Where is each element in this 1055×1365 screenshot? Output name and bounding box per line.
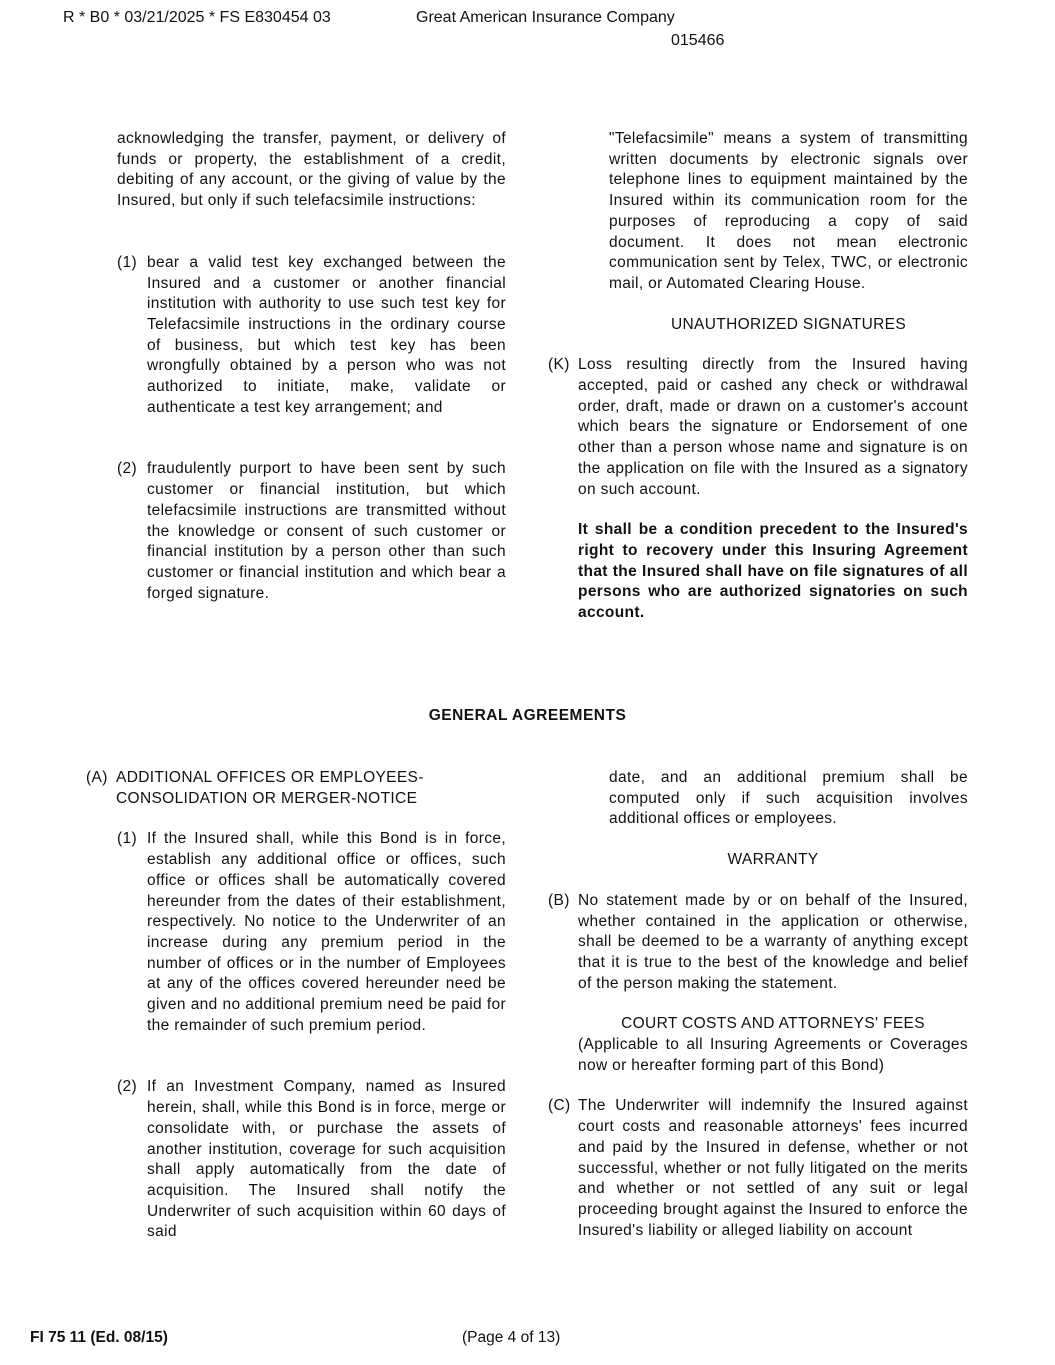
court-costs-applicability: (Applicable to all Insuring Agreements or Coverages now or hereafter forming part of this Bond) [578,1036,968,1074]
item-b-label: (B) [548,891,570,909]
intro-paragraph: acknowledging the transfer, payment, or delivery of funds or property, the establishment of a credit, debiting of any account, or the giving of value by the Insured, but only if such telefacsimile instructions: [117,130,506,210]
top-left-column [117,129,506,604]
item-a [86,768,506,809]
item-c-text: The Underwriter will indemnify the Insured against court costs and reasonable attorneys' fees incurred and paid by the Insured in defense, whether or not successful, whether or not fully litigated on the merits and whether or not settled of any suit or legal proceeding brought against the Insured to enforce the Insured's liability or alleged liability on account [578,1097,968,1239]
item-k-text: Loss resulting directly from the Insured having accepted, paid or cashed any check or withdrawal order, draft, made or drawn on a customer's account which bears the signature or Endorsement of one other than a person whose name and signature is on the application on file with the Insured as a signatory on such account. [578,356,968,498]
item-a-label: (A) [86,769,108,786]
acquisition-continuation: date, and an additional premium shall be computed only if such acquisition involves additional offices or employees. [609,769,968,828]
unauthorized-signatures-heading: UNAUTHORIZED SIGNATURES [670,315,907,333]
footer-form-edition: FI 75 11 (Ed. 08/15) [30,1329,168,1346]
item-k-label: (K) [548,356,570,374]
telefacsimile-definition: "Telefacsimile" means a system of transmitting written documents by electronic signals over telephone lines to equipment maintained by the Insured within its communication room for the purposes of reproducing a copy of said document. It does not mean electronic communication sent by Telex, TWC, or electronic mail, or Automated Clearing House. [609,130,968,292]
item-a1-label: (1) [117,830,137,848]
item-1 [117,253,506,419]
item-a2-label: (2) [117,1078,137,1096]
footer-page-number: (Page 4 of 13) [462,1329,561,1346]
item-c [548,1096,968,1241]
general-agreements-title: GENERAL AGREEMENTS [428,707,627,724]
bottom-right-column [548,768,968,1241]
item-1-text: bear a valid test key exchanged between the Insured and a customer or another financial institution with authority to use such test key for Telefacsimile instructions in the ordinary course of business, but which test key has been wrongfully obtained by a person who was not authorized to initiate, make, validate or authenticate a test key arrangement; and [147,253,506,416]
header-form-id: R * B0 * 03/21/2025 * FS E830454 03 [63,9,331,26]
item-b [548,891,968,995]
item-2-label: (2) [117,460,137,478]
item-a1 [117,829,506,1036]
item-2-text: fraudulently purport to have been sent by such customer or financial institution, but which telefacsimile instructions are transmitted without the knowledge or consent of such customer or financial institution by a person other than such customer or financial institution and which bear a forged signature. [147,460,506,602]
condition-precedent-paragraph: It shall be a condition precedent to the Insured's right to recovery under this Insuring Agreement that the Insured shall have on file signatures of all persons who are authorized signatories on such account. [578,521,968,622]
item-a2-text: If an Investment Company, named as Insured herein, shall, while this Bond is in force, merge or consolidate with, or purchase the assets of another institution, coverage for such acquisition shall apply automatically from the date of acquisition. The Insured shall notify the Underwriter of such acquisition within 60 days of said [147,1078,506,1241]
header-company-name: Great American Insurance Company [416,9,675,26]
item-a2 [117,1077,506,1243]
item-c-label: (C) [548,1097,571,1115]
item-1-label: (1) [117,253,137,271]
item-a1-text: If the Insured shall, while this Bond is in force, establish any additional office or offices, such office or offices shall be automatically covered hereunder from the dates of their establishment, respectively. No notice to the Underwriter of an increase during any premium period in the number of offices or in the number of Employees at any of the offices covered hereunder need be given and no additional premium need be paid for the remainder of such premium period. [147,830,506,1034]
item-k [548,355,968,500]
top-right-column [548,129,968,624]
item-a-heading: ADDITIONAL OFFICES OR EMPLOYEES- CONSOLIDATION OR MERGER-NOTICE [116,769,424,807]
item-b-text: No statement made by or on behalf of the Insured, whether contained in the application or otherwise, shall be deemed to be a warranty of anything except that it is true to the best of the knowledge and belief of the person making the statement. [578,891,968,992]
header-document-number: 015466 [671,32,725,49]
bottom-left-column [86,768,506,1243]
item-2 [117,459,506,604]
warranty-heading: WARRANTY [727,851,819,869]
court-costs-heading: COURT COSTS AND ATTORNEYS' FEES [621,1015,925,1033]
